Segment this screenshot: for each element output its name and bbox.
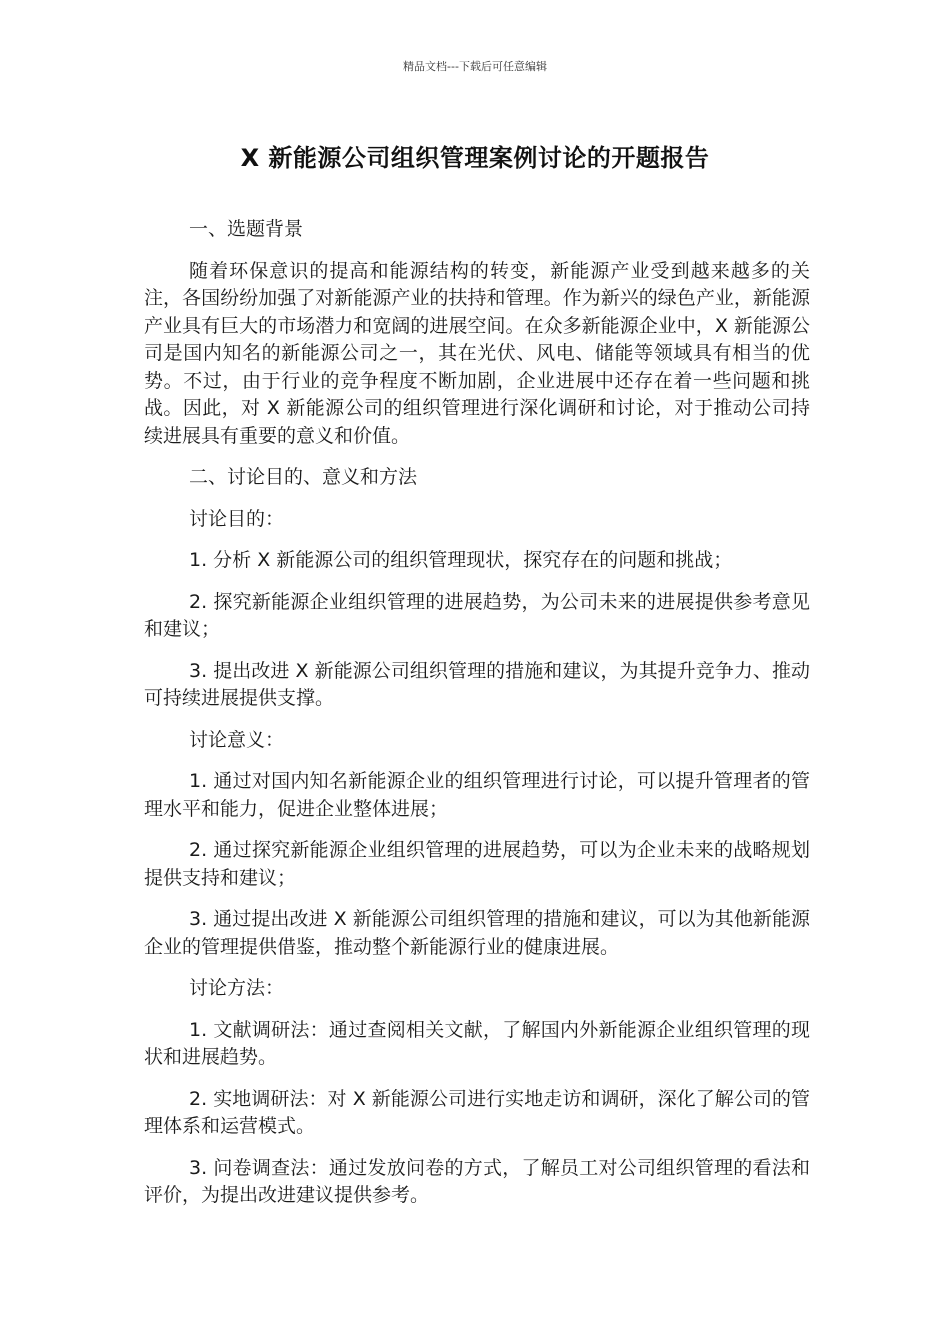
section-heading-background: 一、选题背景 [189, 218, 304, 240]
method-item-3: 3. 问卷调查法：通过发放问卷的方式，了解员工对公司组织管理的看法和评价，为提出改进建议提供参考。 [144, 1156, 810, 1206]
subheading-significance: 讨论意义： [189, 728, 285, 751]
purpose-item-1: 1. 分析 X 新能源公司的组织管理现状，探究存在的问题和挑战； [189, 549, 733, 571]
significance-item-1: 1. 通过对国内知名新能源企业的组织管理进行讨论，可以提升管理者的管理水平和能力，促进企业整体进展； [144, 770, 810, 820]
purpose-item-2: 2. 探究新能源企业组织管理的进展趋势，为公司未来的进展提供参考意见和建议； [144, 590, 810, 640]
background-paragraph: 随着环保意识的提高和能源结构的转变，新能源产业受到越来越多的关注，各国纷纷加强了对新能源产业的扶持和管理。作为新兴的绿色产业，新能源产业具有巨大的市场潜力和宽阔的进展空间。在众多新能源企业中，X 新能源公司是国内知名的新能源公司之一，其在光伏、风电、储能等领域具有相当的优势。不过，由于行业的竞争程度不断加剧，企业进展中还存在着一些问题和挑战。因此，对 X 新能源公司的组织管理进行深化调研和讨论，对于推动公司持续进展具有重要的意义和价值。 [144, 259, 810, 447]
subheading-methods: 讨论方法： [189, 977, 285, 999]
header-note: 精品文档---下载后可任意编辑 [403, 60, 547, 73]
document-body [144, 216, 810, 1224]
purpose-item-3: 3. 提出改进 X 新能源公司组织管理的措施和建议，为其提升竞争力、推动可持续进展提供支撑。 [144, 659, 810, 709]
method-item-2: 2. 实地调研法：对 X 新能源公司进行实地走访和调研，深化了解公司的管理体系和运营模式。 [144, 1087, 810, 1137]
subheading-purpose: 讨论目的： [189, 507, 285, 530]
document-title: X 新能源公司组织管理案例讨论的开题报告 [240, 144, 710, 172]
significance-item-2: 2. 通过探究新能源企业组织管理的进展趋势，可以为企业未来的战略规划提供支持和建议； [144, 839, 810, 889]
method-item-1: 1. 文献调研法：通过查阅相关文献，了解国内外新能源企业组织管理的现状和进展趋势。 [144, 1018, 810, 1068]
section-heading-purpose: 二、讨论目的、意义和方法 [189, 466, 418, 488]
significance-item-3: 3. 通过提出改进 X 新能源公司组织管理的措施和建议，可以为其他新能源企业的管理提供借鉴，推动整个新能源行业的健康进展。 [144, 908, 810, 958]
